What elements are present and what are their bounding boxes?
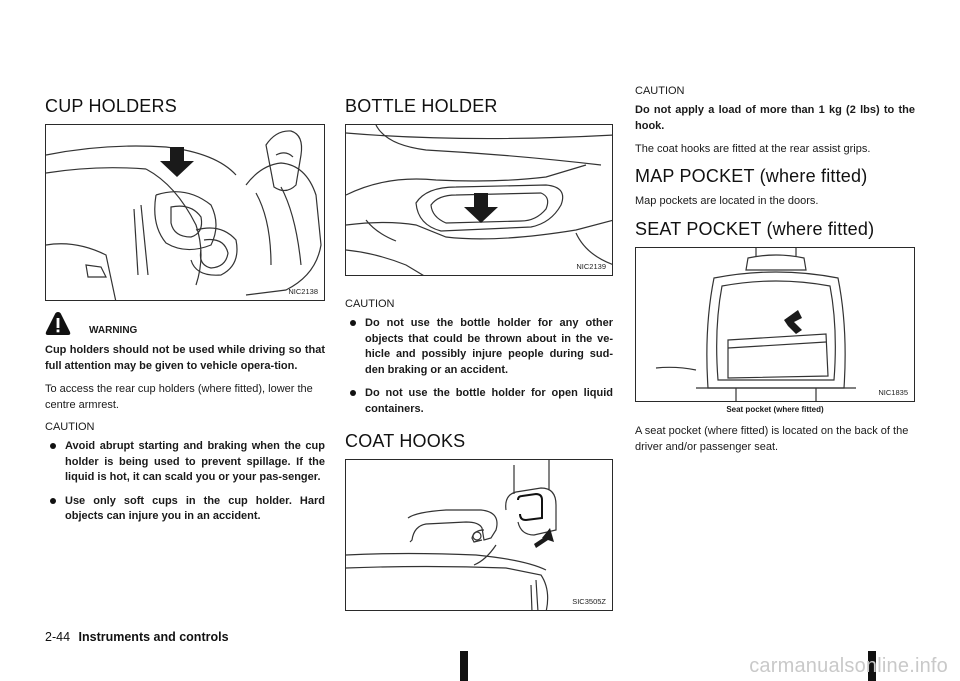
section-title: Instruments and controls: [78, 630, 229, 644]
coat-hooks-figure: [345, 459, 613, 611]
caution-label: CAUTION: [345, 298, 395, 310]
seat-pocket-caption: Seat pocket (where fitted): [726, 405, 824, 414]
cup-holders-heading: CUP HOLDERS: [45, 96, 177, 116]
map-pocket-heading: MAP POCKET (where fitted): [635, 165, 868, 186]
coat-hooks-text: The coat hooks are fitted at the rear assist grips.: [635, 143, 871, 155]
rear-cup-text: To access the rear cup holders (where fitted), lower the centre armrest.: [45, 383, 313, 411]
column-cup-holders: [45, 96, 325, 533]
figure-code: SIC3505Z: [572, 597, 606, 606]
warning-header: [45, 311, 325, 337]
figure-code: NIC1835: [878, 388, 908, 397]
caution-list: [45, 439, 325, 525]
thumb-tab-marker: [460, 651, 468, 681]
figure-code: NIC2139: [576, 262, 606, 271]
warning-triangle-icon: [45, 311, 71, 337]
figure-code: NIC2138: [288, 287, 318, 296]
caution-item: Use only soft cups in the cup holder. Hard objects can injure you in an accident.: [45, 494, 325, 525]
seat-pocket-figure: [635, 247, 915, 402]
warning-label: WARNING: [89, 325, 138, 336]
coat-hook-illustration: [346, 460, 613, 611]
seat-pocket-text: A seat pocket (where fitted) is located on the back of the driver and/or passenger seat.: [635, 425, 909, 453]
cup-holder-figure: [45, 124, 325, 301]
caution-item: Do not use the bottle holder for open liquid containers.: [345, 386, 613, 417]
page-number: 2-44: [45, 630, 71, 644]
seat-pocket-illustration: [636, 248, 915, 402]
column-bottle-holder: [345, 96, 613, 611]
bottle-holder-heading: BOTTLE HOLDER: [345, 96, 498, 116]
cup-holder-illustration: [46, 125, 325, 301]
warning-text: Cup holders should not be used while driving so that full attention may be given to vehicle opera-tion.: [45, 344, 325, 372]
caution-label: CAUTION: [635, 85, 685, 97]
column-coat-map-seat: [635, 85, 915, 463]
caution-item: Avoid abrupt starting and braking when the cup holder is being used to prevent spillage. If the liquid is hot, it can scald you or your pas-senger.: [45, 439, 325, 486]
seat-pocket-heading: SEAT POCKET (where fitted): [635, 219, 875, 239]
caution-list: [345, 316, 613, 417]
bottle-holder-figure: [345, 124, 613, 276]
map-pocket-text: Map pockets are located in the doors.: [635, 194, 819, 207]
coat-hook-caution-text: Do not apply a load of more than 1 kg (2 lbs) to the hook.: [635, 104, 915, 132]
caution-label: CAUTION: [45, 421, 95, 433]
page-footer: [45, 630, 229, 644]
bottle-holder-illustration: [346, 125, 613, 276]
coat-hooks-heading: COAT HOOKS: [345, 431, 466, 451]
caution-item: Do not use the bottle holder for any other objects that could be thrown about in the ve-hicle and possibly injure people during sud-den braking or an accident.: [345, 316, 613, 378]
watermark: carmanualsonline.info: [749, 655, 948, 677]
